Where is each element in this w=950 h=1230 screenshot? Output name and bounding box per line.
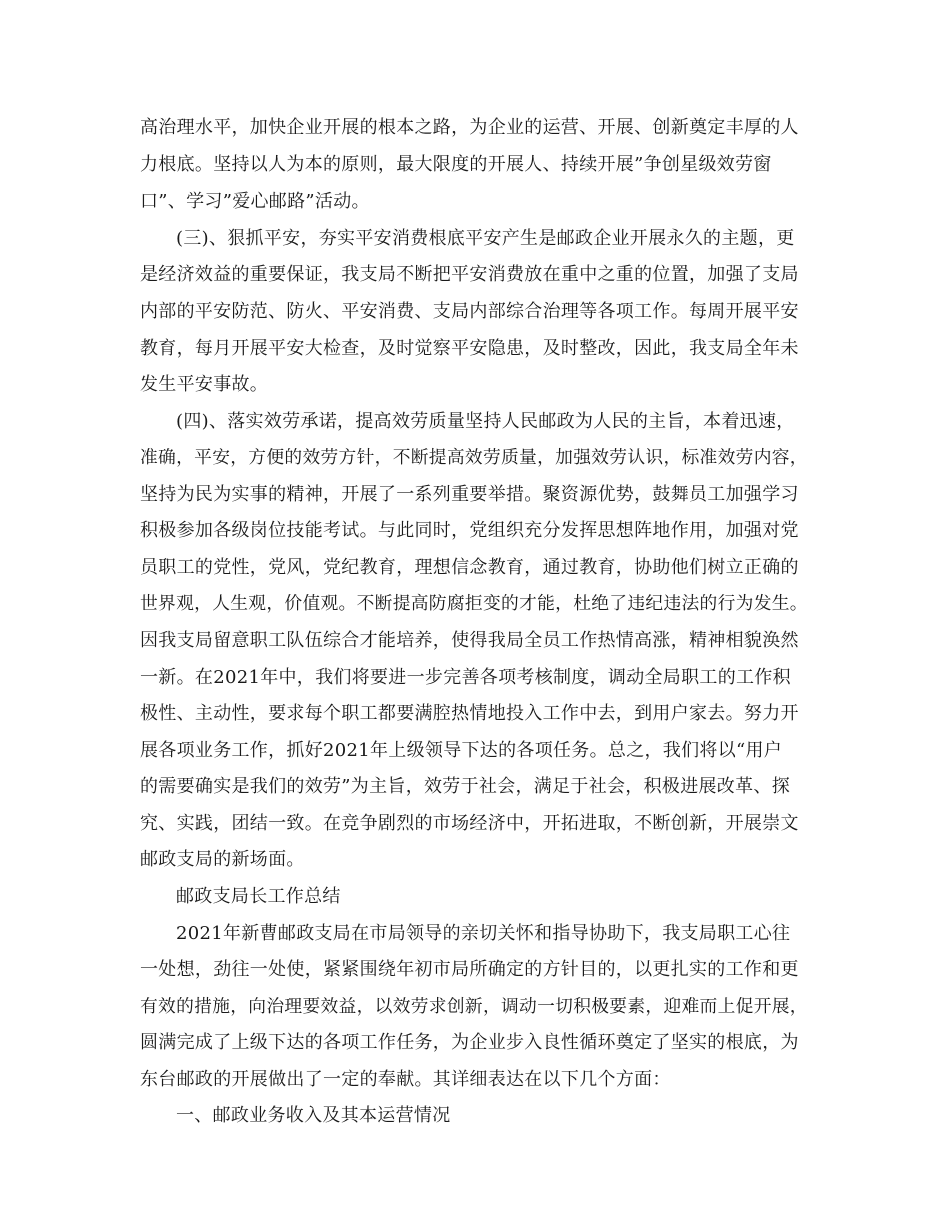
text-line-23: 2021年新曹邮政支局在市局领导的亲切关怀和指导协助下，我支局职工心往 (176, 923, 791, 944)
text-line-3: 口”、学习”爱心邮路”活动。 (140, 191, 370, 212)
text-line-20: 究、实践，团结一致。在竞争剧烈的市场经济中，开拓进取，不断创新，开展崇文 (140, 813, 799, 834)
text-line-2: 力根底。坚持以人为本的原则，最大限度的开展人、持续开展”争创星级效劳窗 (140, 154, 772, 175)
text-line-5: 是经济效益的重要保证，我支局不断把平安消费放在重中之重的位置，加强了支局 (140, 264, 799, 285)
text-line-12: 积极参加各级岗位技能考试。与此同时，党组织充分发挥思想阵地作用，加强对党 (140, 520, 799, 541)
text-line-27: 东台邮政的开展做出了一定的奉献。其详细表达在以下几个方面： (140, 1069, 671, 1090)
text-line-11: 坚持为民为实事的精神，开展了一系列重要举措。聚资源优势，鼓舞员工加强学习 (140, 484, 799, 505)
text-line-10: 准确，平安，方便的效劳方针，不断提高效劳质量，加强效劳认识，标准效劳内容， (140, 448, 808, 468)
text-line-13: 员职工的党性，党风，党纪教育，理想信念教育，通过教育，协助他们树立正确的 (140, 557, 799, 578)
text-line-25: 有效的措施，向治理要效益，以效劳求创新，调动一切积极要素，迎难而上促开展， (140, 997, 808, 1017)
text-line-1: 高治理水平，加快企业开展的根本之路，为企业的运营、开展、创新奠定丰厚的人 (140, 117, 799, 138)
subsection-heading: 一、邮政业务收入及其本运营情况 (176, 1105, 451, 1126)
text-line-6: 内部的平安防范、防火、平安消费、支局内部综合治理等各项工作。每周开展平安 (140, 301, 799, 322)
section-heading: 邮政支局长工作总结 (176, 886, 341, 907)
text-line-7: 教育，每月开展平安大检查，及时觉察平安隐患，及时整改，因此，我支局全年未 (140, 338, 799, 359)
text-line-24: 一处想，劲往一处使，紧紧围绕年初市局所确定的方针目的，以更扎实的工作和更 (140, 959, 799, 980)
text-line-21: 邮政支局的新场面。 (140, 849, 305, 870)
text-line-14: 世界观，人生观，价值观。不断提高防腐拒变的才能，杜绝了违纪违法的行为发生。 (140, 594, 808, 614)
text-line-15: 因我支局留意职工队伍综合才能培养，使得我局全员工作热情高涨，精神相貌涣然 (140, 630, 799, 651)
text-line-16: 一新。在2021年中，我们将要进一步完善各项考核制度，调动全局职工的工作积 (140, 667, 791, 688)
text-line-19: 的需要确实是我们的效劳”为主旨，效劳于社会，满足于社会，积极进展改革、探 (140, 776, 790, 797)
text-line-26: 圆满完成了上级下达的各项工作任务，为企业步入良性循环奠定了坚实的根底，为 (140, 1032, 799, 1053)
text-line-17: 极性、主动性，要求每个职工都要满腔热情地投入工作中去，到用户家去。努力开 (140, 703, 799, 724)
text-line-4: (三)、狠抓平安，夯实平安消费根底平安产生是邮政企业开展永久的主题，更 (176, 228, 795, 249)
text-line-8: 发生平安事故。 (140, 374, 269, 395)
text-line-18: 展各项业务工作，抓好2021年上级领导下达的各项任务。总之，我们将以“用户 (140, 740, 783, 761)
text-line-9: (四)、落实效劳承诺，提高效劳质量坚持人民邮政为人民的主旨，本着迅速， (176, 411, 795, 432)
